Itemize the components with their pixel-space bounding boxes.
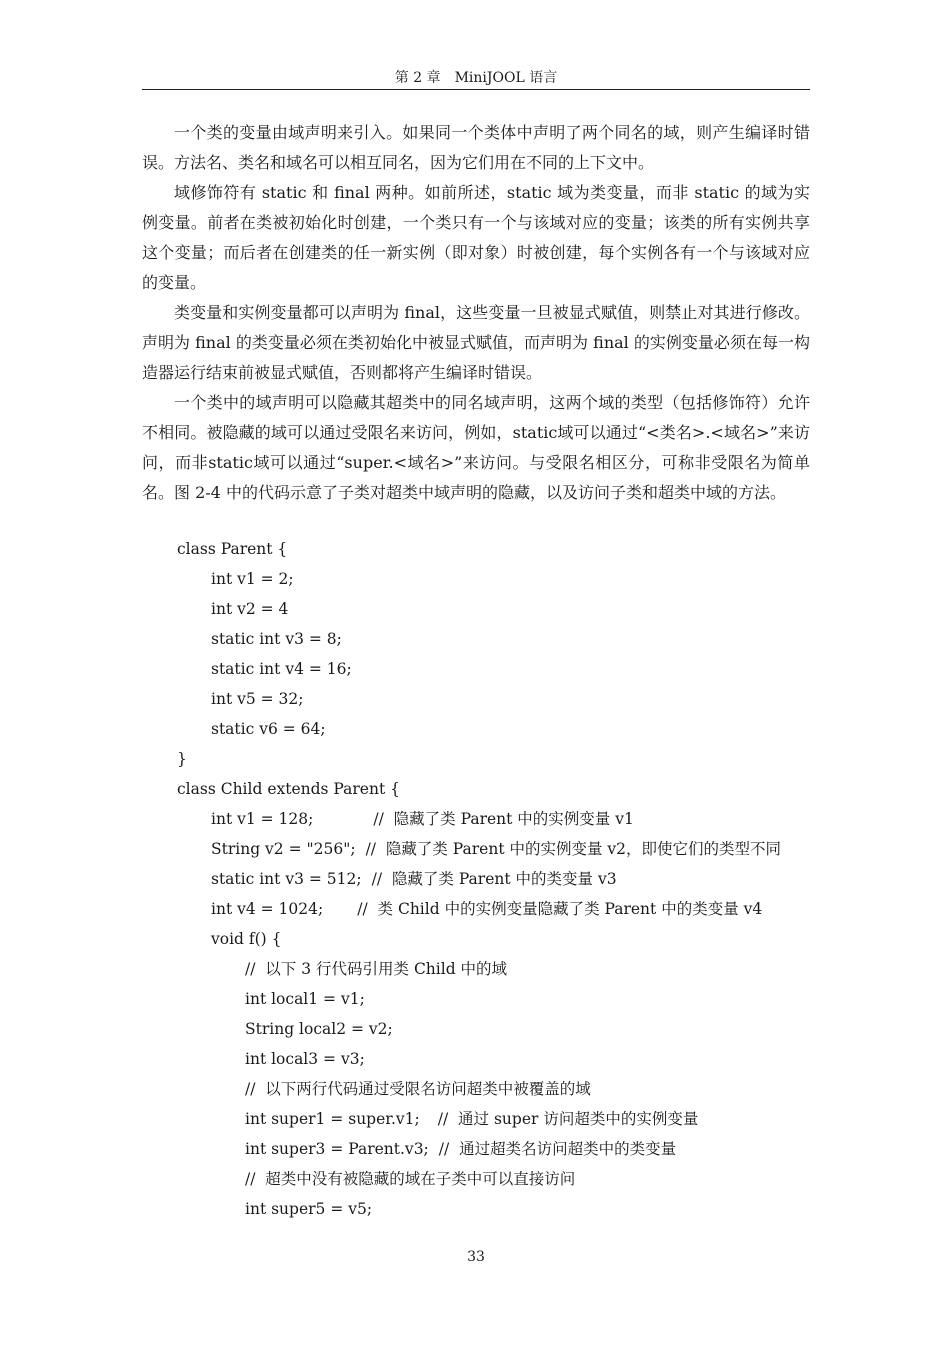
page-number: 33 bbox=[467, 1249, 485, 1265]
code-text: int v5 = 32; bbox=[211, 690, 304, 708]
code-line bbox=[142, 1194, 810, 1224]
code-text: class Parent { bbox=[177, 540, 288, 558]
code-text: void f() { bbox=[211, 930, 282, 948]
code-line bbox=[142, 534, 810, 564]
header-rule bbox=[142, 89, 810, 90]
code-text: int v1 = 2; bbox=[211, 570, 294, 588]
code-comment: // 隐藏了类 Parent 中的实例变量 v1 bbox=[373, 810, 634, 828]
code-text: static v6 = 64; bbox=[211, 720, 326, 738]
code-text: static int v3 = 512; bbox=[211, 870, 362, 888]
paragraph: 域修饰符有 static 和 final 两种。如前所述，static 域为类变量，而非 static 的域为实例变量。前者在类被初始化时创建，一个类只有一个与该域对应的变量；该类的所有实例共享这个变量；而后者在创建类的任一新实例（即对象）时被创建，每个实例各有一个与该域对应的变量。 bbox=[142, 183, 810, 292]
code-line bbox=[142, 984, 810, 1014]
code-line bbox=[142, 1014, 810, 1044]
code-comment: // 类 Child 中的实例变量隐藏了类 Parent 中的类变量 v4 bbox=[357, 900, 763, 918]
code-line bbox=[142, 1074, 810, 1104]
code-line bbox=[142, 744, 810, 774]
code-text: int v2 = 4 bbox=[211, 600, 289, 618]
code-text: int super5 = v5; bbox=[245, 1200, 373, 1218]
code-line bbox=[142, 1134, 810, 1164]
code-line bbox=[142, 774, 810, 804]
code-line bbox=[142, 1104, 810, 1134]
code-text: } bbox=[177, 750, 187, 768]
body-text bbox=[142, 118, 810, 508]
code-text: class Child extends Parent { bbox=[177, 780, 400, 798]
code-line bbox=[142, 684, 810, 714]
code-line bbox=[142, 594, 810, 624]
code-comment: // 通过超类名访问超类中的类变量 bbox=[438, 1140, 677, 1158]
code-text: int local3 = v3; bbox=[245, 1050, 365, 1068]
code-text: static int v4 = 16; bbox=[211, 660, 352, 678]
code-text: int super3 = Parent.v3; bbox=[245, 1140, 429, 1158]
paragraph: 一个类中的域声明可以隐藏其超类中的同名域声明，这两个域的类型（包括修饰符）允许不相同。被隐藏的域可以通过受限名来访问，例如，static域可以通过“<类名>.<域名>”来访问，而非static域可以通过“super.<域名>”来访问。与受限名相区分，可称非受限名为简单名。图 2-4 中的代码示意了子类对超类中域声明的隐藏，以及访问子类和超类中域的方法。 bbox=[142, 393, 810, 502]
code-line bbox=[142, 1044, 810, 1074]
code-line bbox=[142, 864, 810, 894]
code-line bbox=[142, 714, 810, 744]
code-text: String local2 = v2; bbox=[245, 1020, 393, 1038]
code-line bbox=[142, 894, 810, 924]
code-comment: // 通过 super 访问超类中的实例变量 bbox=[437, 1110, 699, 1128]
page-header: 第 2 章 MiniJOOL 语言 bbox=[394, 70, 558, 86]
code-text: int v1 = 128; bbox=[211, 810, 314, 828]
paragraph: 类变量和实例变量都可以声明为 final，这些变量一旦被显式赋值，则禁止对其进行修改。声明为 final 的类变量必须在类初始化中被显式赋值，而声明为 final 的实例变量必须在每一构造器运行结束前被显式赋值，否则都将产生编译时错误。 bbox=[142, 303, 810, 382]
code-text: int local1 = v1; bbox=[245, 990, 365, 1008]
code-line bbox=[142, 924, 810, 954]
paragraph: 一个类的变量由域声明来引入。如果同一个类体中声明了两个同名的域，则产生编译时错误。方法名、类名和域名可以相互同名，因为它们用在不同的上下文中。 bbox=[142, 123, 810, 172]
code-line bbox=[142, 654, 810, 684]
code-comment: // 隐藏了类 Parent 中的类变量 v3 bbox=[371, 870, 617, 888]
code-text: int super1 = super.v1; bbox=[245, 1110, 420, 1128]
code-line bbox=[142, 804, 810, 834]
code-line bbox=[142, 834, 810, 864]
code-comment: // 隐藏了类 Parent 中的实例变量 v2，即使它们的类型不同 bbox=[365, 840, 782, 858]
code-comment: // 以下两行代码通过受限名访问超类中被覆盖的域 bbox=[245, 1080, 591, 1098]
code-comment: // 以下 3 行代码引用类 Child 中的域 bbox=[245, 960, 508, 978]
code-line bbox=[142, 564, 810, 594]
code-text: String v2 = "256"; bbox=[211, 840, 356, 858]
code-text: int v4 = 1024; bbox=[211, 900, 324, 918]
code-line bbox=[142, 624, 810, 654]
code-line bbox=[142, 954, 810, 984]
code-line bbox=[142, 1164, 810, 1194]
code-text: static int v3 = 8; bbox=[211, 630, 342, 648]
code-comment: // 超类中没有被隐藏的域在子类中可以直接访问 bbox=[245, 1170, 576, 1188]
code-listing bbox=[142, 534, 810, 1224]
